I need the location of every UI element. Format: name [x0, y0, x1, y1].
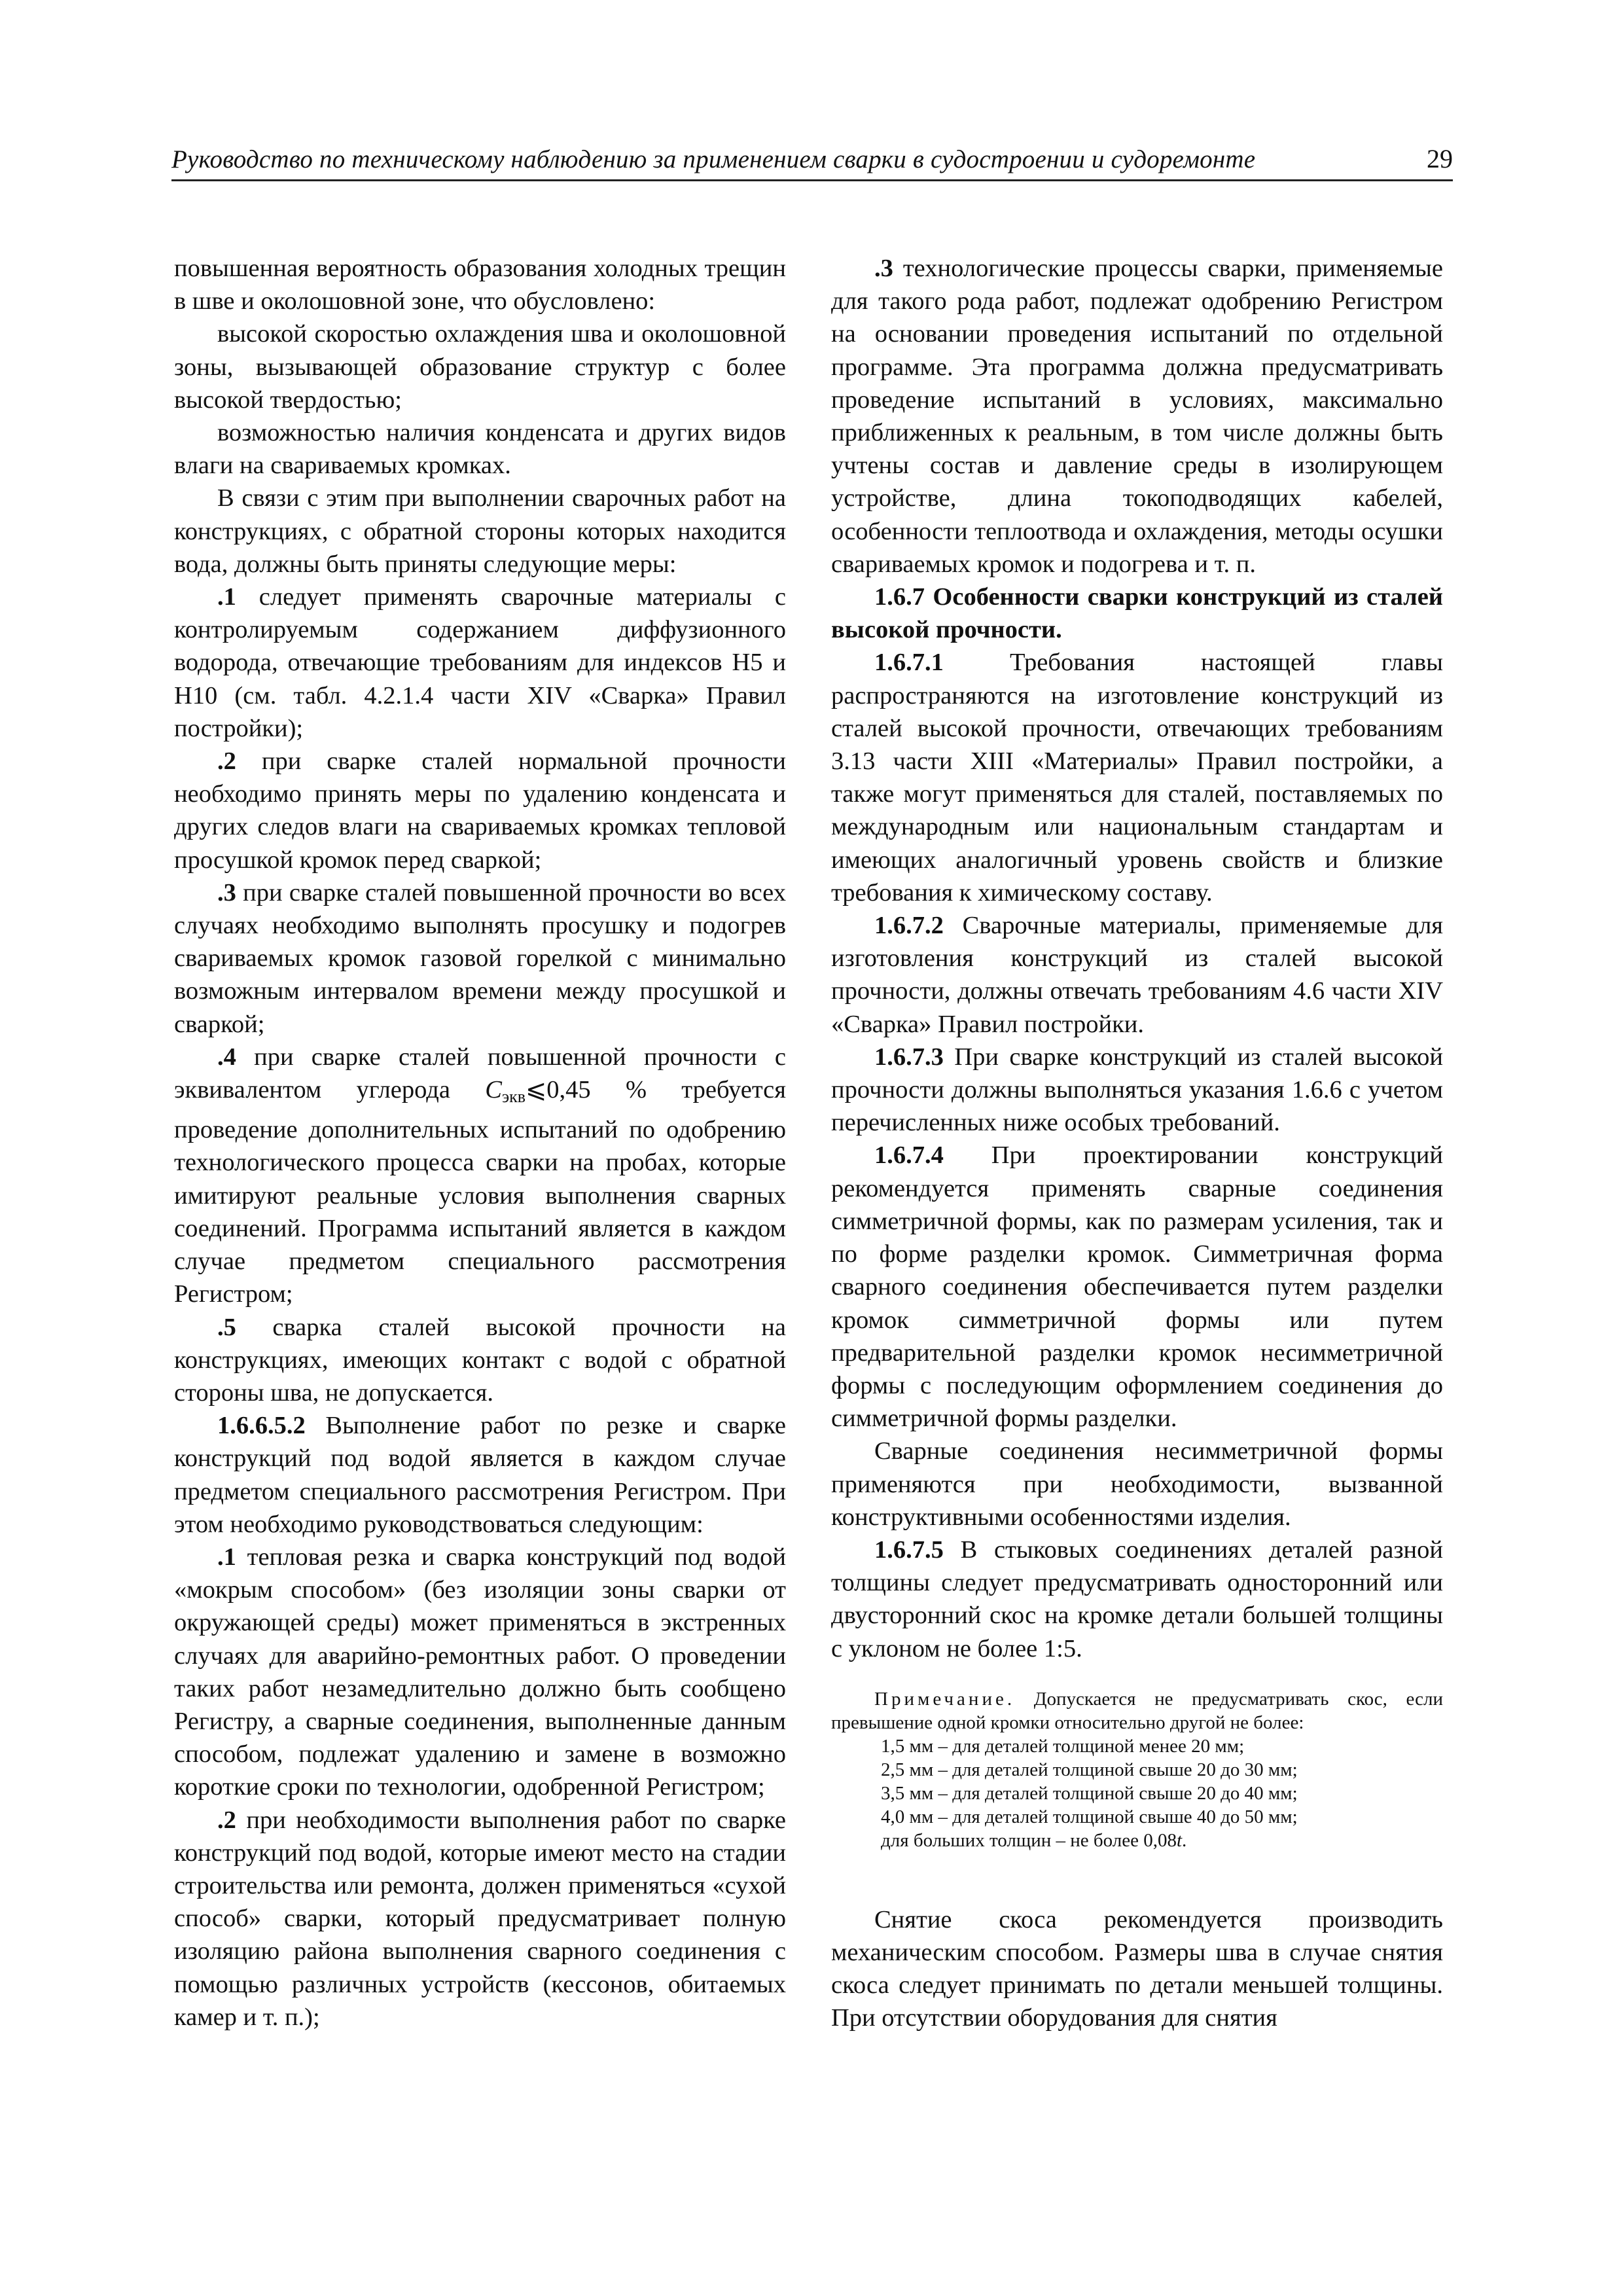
section-number: 1.6.7 [874, 583, 925, 611]
section-text: Сварочные материалы, применяемые для изготовления конструкций из сталей высокой прочности, должны отвечать требованиям 4.6 части XIV «Сварка» Правил постройки. [831, 912, 1443, 1038]
item-text: при сварке сталей нормальной прочности необходимо принять меры по удалению конденсата и других следов влаги на свариваемых кромках тепловой просушкой кромок перед сваркой; [174, 747, 786, 874]
item-text: ⩽0,45 % требуется проведение дополнительных испытаний по одобрению технологического процесса сварки на пробах, которые имитируют реальные условия выполнения сварных соединений. Программа испытаний является в каждом случае предметом специального рассмотрения Регистром; [174, 1076, 786, 1308]
item-text: тепловая резка и сварка конструкций под водой «мокрым способом» (без изоляции зоны сварки от окружающей среды) может применяться в экстренных случаях для аварийно-ремонтных работ. О проведении таких работ незамедлительно должно быть сообщено Регистру, а сварные соединения, выполненные данным способом, подлежат удалению и замене в возможно короткие сроки по технологии, одобренной Регистром; [174, 1543, 786, 1801]
paragraph: возможностью наличия конденсата и других видов влаги на свариваемых кромках. [174, 419, 786, 480]
list-item [174, 1541, 786, 1804]
item-text: следует применять сварочные материалы с контролируемым содержанием диффузионного водорода, отвечающие требованиям для индексов H5 и H10 (см. табл. 4.2.1.4 части XIV «Сварка» Правил постройки); [174, 583, 786, 742]
item-number: .1 [217, 583, 236, 611]
right-column [831, 252, 1443, 2035]
note-paragraph [831, 1687, 1443, 1734]
list-item [174, 1804, 786, 2034]
section-number: 1.6.6.5.2 [217, 1412, 306, 1440]
carbon-equivalent-subscript: экв [501, 1087, 526, 1107]
section-text: В стыковых соединениях деталей разной толщины следует предусматривать односторонний или двусторонний скос на кромке детали большей толщины с уклоном не более 1:5. [831, 1535, 1443, 1662]
item-number: .5 [217, 1313, 236, 1341]
note-list-item: 1,5 мм – для деталей толщиной менее 20 мм; [881, 1735, 1245, 1757]
item-number: .4 [217, 1043, 236, 1071]
item-text: технологические процессы сварки, применяемые для такого рода работ, подлежат одобрению Регистром на основании проведения испытаний по отдельной программе. Эта программа должна предусматривать проведение испытаний в условиях, максимально приближенных к реальным, в том числе должны быть учтены состав и давление среды в изолирующем устройстве, длина токоподводящих кабелей, особенности теплоотвода и охлаждения, методы осушки свариваемых кромок и подогрева и т. п. [831, 255, 1443, 578]
section-text: При сварке конструкций из сталей высокой прочности должны выполняться указания 1.6.6 с учетом перечисленных ниже особых требований. [831, 1043, 1443, 1137]
paragraph: В связи с этим при выполнении сварочных работ на конструкциях, с обратной стороны которых находится вода, должны быть приняты следующие меры: [174, 484, 786, 578]
section-number: 1.6.7.2 [874, 912, 944, 940]
paragraph: Снятие скоса рекомендуется производить механическим способом. Размеры шва в случае снятия скоса следует принимать по детали меньшей толщины. При отсутствии оборудования для снятия [831, 1905, 1443, 2032]
section-paragraph [831, 1534, 1443, 1665]
note-list-item: для больших толщин – не более 0,08t. [881, 1829, 1187, 1851]
section-text: Требования настоящей главы распространяются на изготовление конструкций из сталей высокой прочности, отвечающих требованиям 3.13 части XIII «Материалы» Правил постройки, а также могут применяться для сталей, поставляемых по международным или национальным стандартам и имеющих аналогичный уровень свойств и близкие требования к химическому составу. [831, 649, 1443, 906]
note-block [831, 1687, 1443, 1852]
section-text: Выполнение работ по резке и сварке конструкций под водой является в каждом случае предметом специального рассмотрения Регистром. При этом необходимо руководствоваться следующим: [174, 1412, 786, 1538]
paragraph: Сварные соединения несимметричной формы применяются при необходимости, вызванной конструктивными особенностями изделия. [831, 1437, 1443, 1531]
item-text: при сварке сталей повышенной прочности с эквивалентом углерода [174, 1043, 786, 1104]
note-label: Примечание. [874, 1688, 1016, 1710]
note-text: Допускается не предусматривать скос, если превышение одной кромки относительно другой не более: [831, 1688, 1443, 1733]
paragraph: повышенная вероятность образования холодных трещин в шве и околошовной зоне, что обусловлено: [174, 255, 786, 315]
list-item [174, 1041, 786, 1311]
section-heading [831, 581, 1443, 646]
section-paragraph [831, 646, 1443, 909]
list-item [174, 745, 786, 876]
note-list-item: 3,5 мм – для деталей толщиной свыше 20 до 40 мм; [881, 1782, 1298, 1804]
item-number: .1 [217, 1543, 236, 1571]
section-number: 1.6.7.3 [874, 1043, 944, 1071]
section-paragraph [831, 1041, 1443, 1139]
item-number: .3 [874, 255, 893, 282]
thickness-variable: t [1176, 1829, 1183, 1851]
section-number: 1.6.7.4 [874, 1141, 944, 1170]
item-number: .3 [217, 878, 236, 906]
carbon-equivalent-symbol: C [485, 1076, 502, 1104]
item-number: .2 [217, 747, 236, 776]
running-header [171, 143, 1453, 181]
paragraph: высокой скоростью охлаждения шва и околошовной зоны, вызывающей образование структур с более высокой твердостью; [174, 320, 786, 414]
section-number: 1.6.7.5 [874, 1535, 944, 1564]
section-number: 1.6.7.1 [874, 649, 944, 677]
header-title: Руководство по техническому наблюдению за применением сварки в судостроении и судоремонте [171, 145, 1256, 173]
item-number: .2 [217, 1806, 236, 1834]
section-paragraph [831, 1139, 1443, 1435]
section-paragraph [174, 1409, 786, 1541]
item-text: при сварке сталей повышенной прочности во всех случаях необходимо выполнять просушку и подогрев свариваемых кромок газовой горелкой с минимально возможным интервалом времени между просушкой и сваркой; [174, 878, 786, 1038]
note-list-item: 4,0 мм – для деталей толщиной свыше 40 до 50 мм; [881, 1806, 1298, 1827]
list-item [831, 252, 1443, 581]
section-text: При проектировании конструкций рекомендуется применять сварные соединения симметричной формы, как по размерам усиления, так и по форме разделки кромок. Симметричная форма сварного соединения обеспечивается путем разделки кромок симметричной формы или путем предварительной разделки кромок несимметричной формы с последующим оформлением соединения до симметричной формы разделки. [831, 1141, 1443, 1433]
item-text: сварка сталей высокой прочности на конструкциях, имеющих контакт с водой с обратной стороны шва, не допускается. [174, 1313, 786, 1407]
list-item [174, 1311, 786, 1410]
list-item [174, 876, 786, 1041]
list-item [174, 581, 786, 745]
page-number: 29 [1427, 144, 1453, 173]
section-paragraph [831, 909, 1443, 1041]
section-title: Особенности сварки конструкций из сталей высокой прочности. [831, 583, 1443, 644]
note-list-item: 2,5 мм – для деталей толщиной свыше 20 до 30 мм; [881, 1759, 1298, 1780]
left-column [174, 252, 786, 2034]
item-text: при необходимости выполнения работ по сварке конструкций под водой, которые имеют место на стадии строительства или ремонта, должен применяться «сухой способ» сварки, который предусматривает полную изоляцию района выполнения сварного соединения с помощью различных устройств (кессонов, обитаемых камер и т. п.); [174, 1806, 786, 2031]
